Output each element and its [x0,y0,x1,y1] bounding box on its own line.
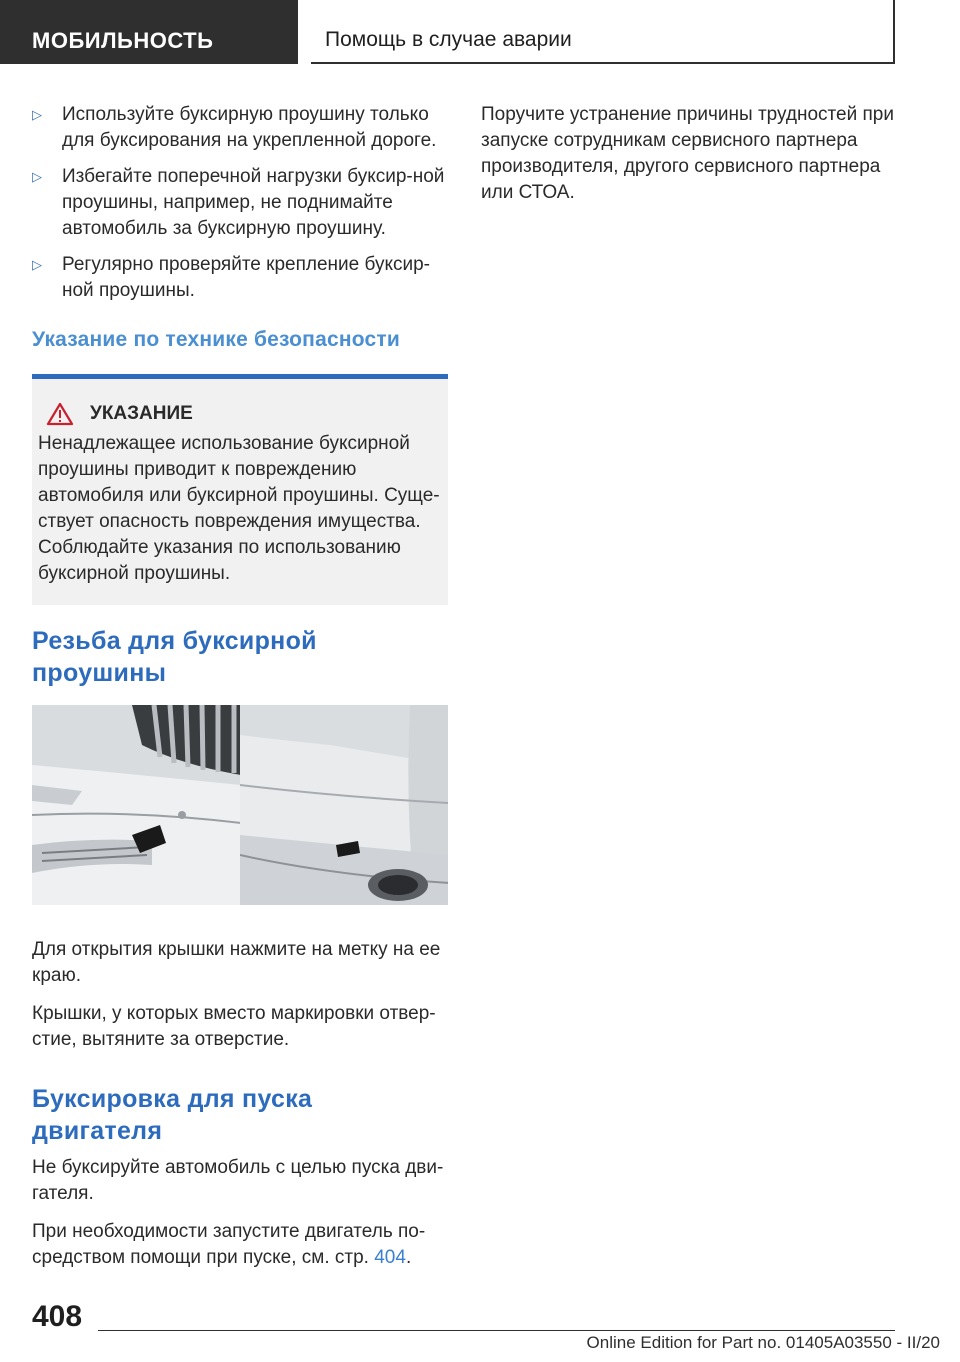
front-bumper-photo [32,705,240,905]
edition-note: Online Edition for Part no. 01405A03550 - II/20 [586,1333,940,1352]
footer-divider [98,1330,895,1331]
bullet-text: Регулярно проверяйте крепление буксир-ной проушины. [62,254,430,301]
page-ref-link[interactable]: 404 [374,1247,406,1268]
warning-title: УКАЗАНИЕ [90,403,193,424]
bullet-item [32,164,448,242]
triangle-bullet-icon: ▷ [32,107,42,122]
right-column [481,102,897,218]
rear-bumper-photo [240,705,448,905]
bullet-text: Используйте буксирную проушину только для буксирования на укрепленной дороге. [62,104,437,151]
section-tab: МОБИЛЬНОСТЬ [0,0,298,64]
bullet-item [32,252,448,304]
warning-triangle-icon [46,402,74,426]
chapter-title: Помощь в случае аварии [311,0,895,64]
right-para: Поручите устранение причины трудностей при запуске сотрудникам сервисного партнера производителя, другого сервисного партнера или СТОА. [481,104,894,203]
tow-heading: Буксировка для пуска двигателя [32,1085,313,1145]
tow-para: Не буксируйте автомобиль с целью пуска дви-гателя. [32,1157,444,1204]
page-number: 408 [32,1300,83,1333]
left-column [32,102,448,1283]
triangle-bullet-icon: ▷ [32,169,42,184]
thread-para: Для открытия крышки нажмите на метку на ее краю. [32,939,441,986]
bullet-text: Избегайте поперечной нагрузки буксир-ной проушины, например, не поднимайте автомобиль за буксирную проушину. [62,166,445,239]
warning-text: Ненадлежащее использование буксирной проушины приводит к повреждению автомобиля или буксирной проушины. Суще-ствует опасность повреждения имущества. Соблюдайте указания по использованию буксирной проушины. [38,433,440,584]
tow-para-text: При необходимости запустите двигатель по-средством помощи при пуске, см. стр. [32,1221,426,1268]
warning-box [32,374,448,605]
bullet-item [32,102,448,154]
safety-heading: Указание по технике безопасности [32,328,400,351]
photo-row [32,705,448,905]
thread-para: Крышки, у которых вместо маркировки отвер-стие, вытяните за отверстие. [32,1003,436,1050]
thread-heading: Резьба для буксирной проушины [32,627,317,687]
warning-header [38,401,442,427]
tow-para-end: . [405,1247,412,1268]
triangle-bullet-icon: ▷ [32,257,42,272]
tow-para-ref [32,1219,448,1271]
